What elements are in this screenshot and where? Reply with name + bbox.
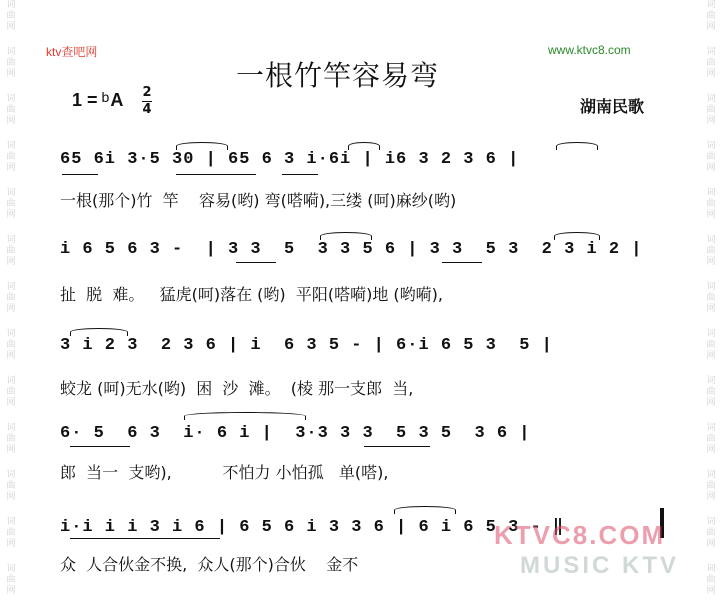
side-watermark: 词 曲 网 (6, 141, 16, 173)
key-signature (72, 90, 123, 111)
tie-mark (556, 142, 598, 150)
beam-line (236, 262, 276, 263)
brand-watermark-secondary: MUSIC KTV (520, 552, 679, 579)
side-watermark: 词 曲 网 (706, 423, 716, 455)
side-watermark: 词 曲 网 (706, 282, 716, 314)
beam-line (282, 174, 318, 175)
right-watermark-strip (700, 0, 722, 614)
side-watermark: 词 曲 网 (706, 0, 716, 32)
side-watermark: 词 曲 网 (706, 470, 716, 502)
side-watermark: 词 曲 网 (6, 282, 16, 314)
lyrics-row-4: 郎 当一 支哟), 不怕力 小怕孤 单(嗒), (60, 463, 389, 482)
key-prefix: 1 = (72, 90, 98, 110)
time-signature (142, 86, 152, 117)
song-title: 一根竹竿容易弯 (236, 59, 440, 92)
side-watermark: 词 曲 网 (6, 94, 16, 126)
side-watermark: 词 曲 网 (6, 470, 16, 502)
side-watermark: 词 曲 网 (706, 141, 716, 173)
site-url-right[interactable]: www.ktvc8.com (548, 43, 631, 57)
side-watermark: 词 曲 网 (706, 47, 716, 79)
side-watermark: 词 曲 网 (6, 376, 16, 408)
lyrics-row-3: 蛟龙 (呵)无水(哟) 困 沙 滩。 (棱 那一支郎 当, (60, 379, 414, 398)
beam-line (364, 446, 430, 447)
beam-line (442, 262, 482, 263)
beam-line (62, 174, 98, 175)
side-watermark: 词 曲 网 (6, 423, 16, 455)
lyrics-row-5: 众 人合伙金不换, 众人(那个)合伙 金不 (60, 555, 359, 574)
side-watermark: 词 曲 网 (6, 188, 16, 220)
left-watermark-strip (0, 0, 22, 614)
side-watermark: 词 曲 网 (706, 235, 716, 267)
side-watermark: 词 曲 网 (6, 235, 16, 267)
side-watermark: 词 曲 网 (6, 0, 16, 32)
side-watermark: 词 曲 网 (706, 188, 716, 220)
side-watermark: 词 曲 网 (706, 376, 716, 408)
beam-line (70, 538, 220, 539)
side-watermark: 词 曲 网 (706, 94, 716, 126)
site-name-left[interactable]: ktv查吧网 (46, 45, 98, 59)
tie-mark (348, 142, 380, 150)
tie-mark (184, 412, 306, 420)
notation-row-2: i 6 5 6 3 - | 3 3 5 3 3 5 6 | 3 3 5 3 2 3 i 2 | (60, 240, 643, 259)
beam-line (176, 174, 256, 175)
side-watermark: 词 曲 网 (706, 517, 716, 549)
side-watermark: 词 曲 网 (6, 329, 16, 361)
flat-symbol: b (101, 88, 110, 105)
side-watermark: 词 曲 网 (6, 564, 16, 596)
tie-mark (394, 506, 456, 514)
notation-row-4: 6· 5 6 3 i· 6 i | 3·3 3 3 5 3 5 3 6 | (60, 424, 531, 443)
brand-watermark: KTVC8.COM (494, 520, 666, 550)
song-origin: 湖南民歌 (580, 97, 645, 116)
time-signature-top: 2 (142, 85, 152, 100)
side-watermark: 词 曲 网 (6, 517, 16, 549)
notation-row-1: 65 6i 3·5 30 | 65 6 3 i·6i | i6 3 2 3 6 | (60, 150, 520, 169)
tie-mark (70, 328, 128, 336)
beam-line (70, 446, 130, 447)
lyrics-row-2: 扯 脱 难。 猛虎(呵)落在 (哟) 平阳(嗒嗬)地 (哟嗬), (60, 285, 443, 304)
lyrics-row-1: 一根(那个)竹 竿 容易(哟) 弯(嗒嗬),三缕 (呵)麻纱(哟) (60, 191, 457, 210)
notation-row-3: 3 i 2 3 2 3 6 | i 6 3 5 - | 6·i 6 5 3 5 | (60, 336, 553, 355)
side-watermark: 词 曲 网 (6, 47, 16, 79)
side-watermark: 词 曲 网 (706, 564, 716, 596)
key-note: A (110, 90, 124, 110)
tie-mark (176, 142, 228, 150)
tie-mark (320, 232, 372, 240)
side-watermark: 词 曲 网 (706, 329, 716, 361)
tie-mark (554, 232, 600, 240)
time-signature-bottom: 4 (142, 102, 152, 117)
notation-row-5: i·i i i 3 i 6 | 6 5 6 i 3 3 6 | 6 i 6 5 3 - ‖ (60, 518, 565, 537)
